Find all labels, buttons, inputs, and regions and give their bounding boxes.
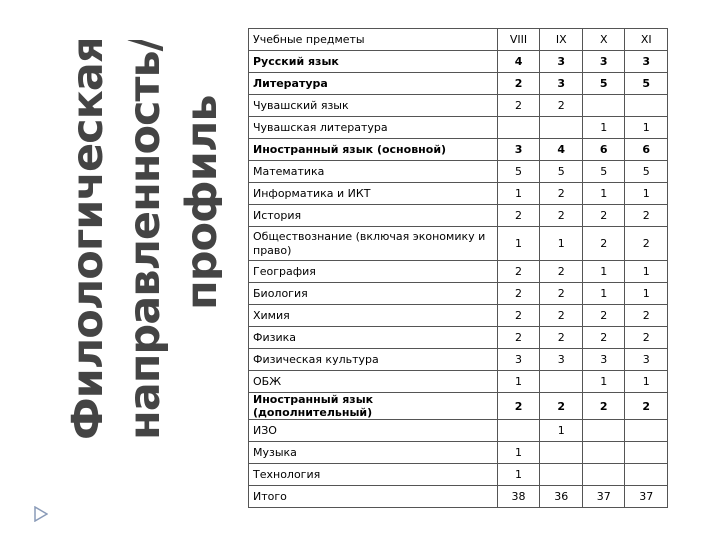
table-row — [249, 161, 668, 183]
title-line-3: профиль — [177, 95, 222, 310]
hours-cell: 1 — [582, 117, 625, 139]
header-grade-8: VIII — [497, 29, 540, 51]
vertical-title-svg — [32, 40, 222, 440]
hours-cell: 1 — [625, 261, 668, 283]
header-subjects: Учебные предметы — [249, 29, 498, 51]
hours-cell — [540, 371, 583, 393]
hours-cell: 36 — [540, 486, 583, 508]
subject-name: Технология — [249, 464, 498, 486]
hours-cell: 1 — [497, 464, 540, 486]
hours-cell: 5 — [540, 161, 583, 183]
subject-name: Биология — [249, 283, 498, 305]
subject-name: Физическая культура — [249, 349, 498, 371]
hours-cell: 2 — [540, 327, 583, 349]
table-row — [249, 349, 668, 371]
subject-name: Иностранный язык (основной) — [249, 139, 498, 161]
hours-cell: 1 — [497, 227, 540, 261]
hours-cell: 1 — [625, 371, 668, 393]
hours-cell — [625, 420, 668, 442]
subject-name: Литература — [249, 73, 498, 95]
hours-cell: 2 — [582, 327, 625, 349]
curriculum-table — [248, 28, 668, 508]
hours-cell: 3 — [540, 51, 583, 73]
hours-cell: 2 — [582, 205, 625, 227]
hours-cell: 5 — [582, 73, 625, 95]
hours-cell: 2 — [497, 261, 540, 283]
vertical-title — [32, 40, 222, 440]
hours-cell — [625, 464, 668, 486]
hours-cell: 6 — [625, 139, 668, 161]
subject-name: Математика — [249, 161, 498, 183]
hours-cell: 2 — [497, 393, 540, 420]
slide-corner-arrow-icon — [34, 506, 48, 522]
subject-name: Иностранный язык (дополнительный) — [249, 393, 498, 420]
table-row — [249, 486, 668, 508]
table-row — [249, 73, 668, 95]
hours-cell: 2 — [582, 305, 625, 327]
hours-cell: 2 — [582, 227, 625, 261]
subject-name: Обществознание (включая экономику и право) — [249, 227, 498, 261]
hours-cell: 1 — [582, 261, 625, 283]
hours-cell: 38 — [497, 486, 540, 508]
hours-cell — [540, 442, 583, 464]
hours-cell: 3 — [497, 349, 540, 371]
hours-cell: 4 — [497, 51, 540, 73]
hours-cell: 2 — [582, 393, 625, 420]
hours-cell: 2 — [540, 393, 583, 420]
hours-cell: 3 — [625, 51, 668, 73]
hours-cell: 5 — [625, 161, 668, 183]
hours-cell: 2 — [540, 95, 583, 117]
hours-cell — [497, 420, 540, 442]
hours-cell: 6 — [582, 139, 625, 161]
hours-cell — [625, 95, 668, 117]
table-row — [249, 51, 668, 73]
subject-name: История — [249, 205, 498, 227]
hours-cell: 37 — [625, 486, 668, 508]
subject-name: Информатика и ИКТ — [249, 183, 498, 205]
table-row — [249, 442, 668, 464]
hours-cell — [497, 117, 540, 139]
table-row — [249, 305, 668, 327]
subject-name: Химия — [249, 305, 498, 327]
hours-cell: 1 — [582, 283, 625, 305]
header-grade-11: XI — [625, 29, 668, 51]
subject-name: Чувашская литература — [249, 117, 498, 139]
subject-name: ОБЖ — [249, 371, 498, 393]
hours-cell: 1 — [497, 183, 540, 205]
hours-cell: 2 — [540, 305, 583, 327]
table-header-row — [249, 29, 668, 51]
hours-cell — [582, 95, 625, 117]
hours-cell: 3 — [582, 349, 625, 371]
hours-cell: 1 — [625, 183, 668, 205]
hours-cell: 2 — [625, 227, 668, 261]
hours-cell: 1 — [625, 117, 668, 139]
hours-cell: 1 — [582, 183, 625, 205]
hours-cell: 2 — [497, 73, 540, 95]
hours-cell: 2 — [540, 183, 583, 205]
table-row — [249, 283, 668, 305]
hours-cell: 5 — [497, 161, 540, 183]
title-line-2: направленность/ — [120, 40, 170, 440]
subject-name: ИЗО — [249, 420, 498, 442]
subject-name: География — [249, 261, 498, 283]
hours-cell: 3 — [540, 349, 583, 371]
hours-cell: 1 — [540, 420, 583, 442]
hours-cell: 3 — [540, 73, 583, 95]
subject-name: Итого — [249, 486, 498, 508]
hours-cell: 1 — [497, 371, 540, 393]
hours-cell: 1 — [540, 227, 583, 261]
hours-cell: 2 — [625, 327, 668, 349]
hours-cell: 5 — [582, 161, 625, 183]
hours-cell — [582, 420, 625, 442]
hours-cell — [582, 464, 625, 486]
title-line-1: Филологическая — [63, 40, 113, 440]
table-row — [249, 205, 668, 227]
hours-cell: 2 — [625, 393, 668, 420]
table-row — [249, 464, 668, 486]
table-row — [249, 261, 668, 283]
table-body — [249, 51, 668, 508]
table-row — [249, 183, 668, 205]
header-grade-9: IX — [540, 29, 583, 51]
subject-name: Чувашский язык — [249, 95, 498, 117]
hours-cell — [540, 117, 583, 139]
hours-cell: 3 — [625, 349, 668, 371]
hours-cell: 4 — [540, 139, 583, 161]
hours-cell: 1 — [497, 442, 540, 464]
table-row — [249, 117, 668, 139]
hours-cell: 2 — [540, 261, 583, 283]
table-row — [249, 95, 668, 117]
table-row — [249, 327, 668, 349]
hours-cell: 3 — [582, 51, 625, 73]
table-row — [249, 420, 668, 442]
hours-cell — [540, 464, 583, 486]
hours-cell: 2 — [497, 305, 540, 327]
hours-cell: 2 — [497, 95, 540, 117]
hours-cell: 2 — [540, 283, 583, 305]
hours-cell: 2 — [497, 327, 540, 349]
table-row — [249, 371, 668, 393]
hours-cell — [582, 442, 625, 464]
hours-cell: 2 — [625, 305, 668, 327]
hours-cell: 2 — [540, 205, 583, 227]
hours-cell — [625, 442, 668, 464]
hours-cell: 37 — [582, 486, 625, 508]
table-row — [249, 227, 668, 261]
hours-cell: 2 — [497, 205, 540, 227]
hours-cell: 1 — [582, 371, 625, 393]
hours-cell: 5 — [625, 73, 668, 95]
hours-cell: 3 — [497, 139, 540, 161]
hours-cell: 2 — [497, 283, 540, 305]
hours-cell: 1 — [625, 283, 668, 305]
subject-name: Физика — [249, 327, 498, 349]
header-grade-10: X — [582, 29, 625, 51]
table-row — [249, 393, 668, 420]
subject-name: Русский язык — [249, 51, 498, 73]
hours-cell: 2 — [625, 205, 668, 227]
subject-name: Музыка — [249, 442, 498, 464]
table-row — [249, 139, 668, 161]
